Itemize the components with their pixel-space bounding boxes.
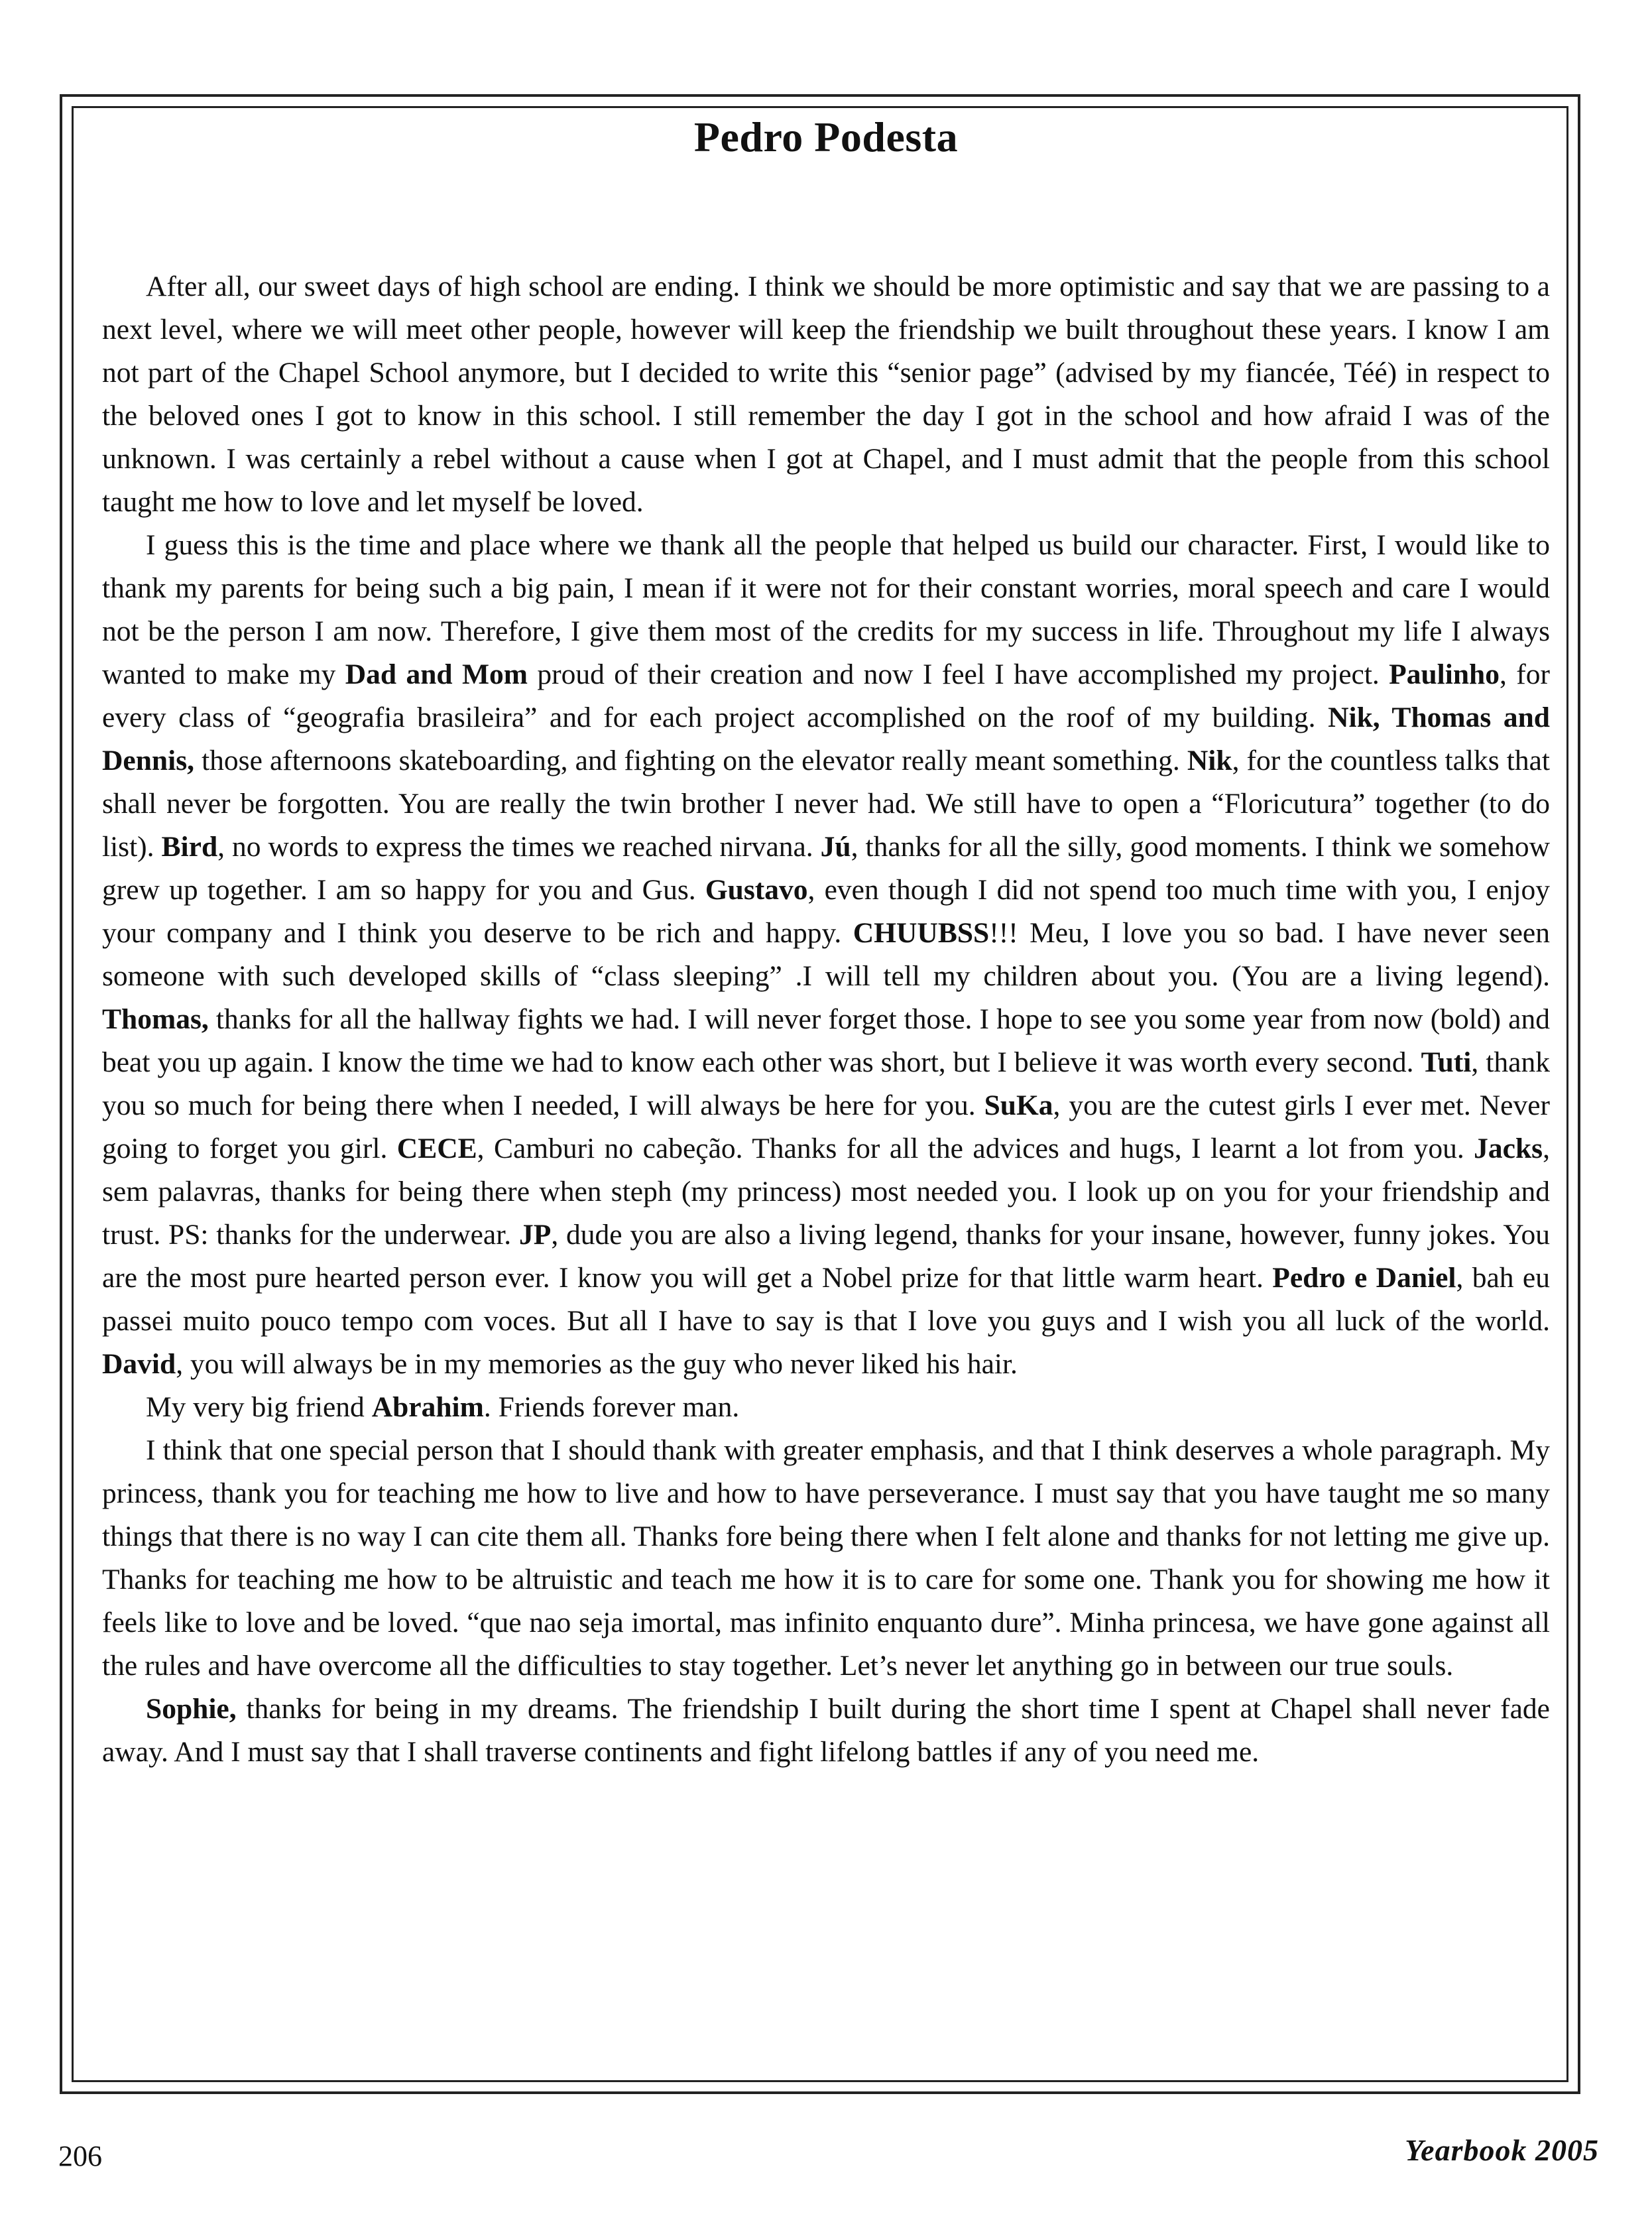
text-run: , Camburi no cabeção. Thanks for all the advices and hugs, I learnt a lot from you. xyxy=(477,1133,1474,1164)
page-number: 206 xyxy=(58,2140,102,2172)
bold-name: JP xyxy=(519,1219,552,1251)
text-run: , even though I did not spend too much time with you, I enjoy your company and I think you deserve to be rich and happy. xyxy=(102,874,1550,949)
publication-footer: Yearbook 2005 xyxy=(1405,2133,1599,2167)
text-run: After all, our sweet days of high school are ending. I think we should be more optimistic and say that we are passing to a next level, where we will meet other people, however will keep the friendship we built throughout these years. I know I am not part of the Chapel School anymore, but I decided to write this “senior page” (advised by my fiancée, Téé) in respect to the beloved ones I got to know in this school. I still remember the day I got in the school and how afraid I was of the unknown. I was certainly a rebel without a cause when I got at Chapel, and I must admit that the people from this school taught me how to love and let myself be loved. xyxy=(102,271,1550,518)
bold-name: Pedro e Daniel xyxy=(1272,1262,1456,1294)
text-run: , you will always be in my memories as the guy who never liked his hair. xyxy=(176,1348,1018,1380)
paragraph xyxy=(102,1386,1550,1429)
paragraph xyxy=(102,1429,1550,1688)
text-run: , for every class of “geografia brasileira” and for each project accomplished on the roof of my building. xyxy=(102,658,1550,733)
text-run: , for the countless talks that shall never be forgotten. You are really the twin brother I never had. We still have to open a “Floricutura” together (to do list). xyxy=(102,745,1550,863)
text-run: , thanks for all the silly, good moments. I think we somehow grew up together. I am so happy for you and Gus. xyxy=(102,831,1551,906)
text-run: thanks for being in my dreams. The friendship I built during the short time I spent at Chapel shall never fade away. And I must say that I shall traverse continents and fight lifelong battles if any of you need me. xyxy=(102,1693,1550,1768)
text-run: thanks for all the hallway fights we had. I will never forget those. I hope to see you some year from now (bold) and beat you up again. I know the time we had to know each other was short, but I believe it was worth every second. xyxy=(102,1003,1550,1078)
text-run: , you are the cutest girls I ever met. Never going to forget you girl. xyxy=(102,1089,1550,1164)
bold-name: Thomas, xyxy=(102,1003,209,1035)
bold-name: Bird xyxy=(161,831,218,863)
bold-name: Sophie, xyxy=(146,1693,237,1725)
bold-name: SuKa xyxy=(984,1089,1053,1121)
bold-name: Gustavo xyxy=(705,874,808,906)
text-run: proud of their creation and now I feel I have accomplished my project. xyxy=(528,658,1389,690)
bold-name: David xyxy=(102,1348,176,1380)
bold-name: Nik, Thomas and Dennis, xyxy=(102,702,1550,776)
text-run: I guess this is the time and place where we thank all the people that helped us build our character. First, I would like to thank my parents for being such a big pain, I mean if it were not for their constant worries, moral speech and care I would not be the person I am now. Therefore, I give them most of the credits for my success in life. Throughout my life I always wanted to make my xyxy=(102,529,1550,690)
paragraph xyxy=(102,1688,1550,1774)
text-run: I think that one special person that I should thank with greater emphasis, and that I think deserves a whole paragraph. My princess, thank you for teaching me how to live and how to have perseverance. I must say that you have taught me so many things that there is no way I can cite them all. Thanks fore being there when I felt alone and thanks for not letting me give up. Thanks for teaching me how to be altruistic and teach me how it is to care for some one. Thank you for showing me how it feels like to love and be loved. “que nao seja imortal, mas infinito enquanto dure”. Minha princesa, we have gone against all the rules and have overcome all the difficulties to stay together. Let’s never let anything go in between our true souls. xyxy=(102,1434,1550,1682)
text-run: My very big friend xyxy=(146,1391,372,1423)
text-run: . Friends forever man. xyxy=(483,1391,740,1423)
bold-name: Dad and Mom xyxy=(345,658,528,690)
senior-page-text xyxy=(102,265,1550,1774)
bold-name: Paulinho xyxy=(1389,658,1500,690)
bold-name: Jú xyxy=(820,831,851,863)
bold-name: CHUUBSS xyxy=(853,917,990,949)
bold-name: Tuti xyxy=(1421,1046,1472,1078)
paragraph xyxy=(102,265,1550,524)
bold-name: Jacks xyxy=(1474,1133,1543,1164)
page-title: Pedro Podesta xyxy=(693,113,959,160)
text-run: , dude you are also a living legend, thanks for your insane, however, funny jokes. You are the most pure hearted person ever. I know you will get a Nobel prize for that little warm heart. xyxy=(102,1219,1550,1294)
bold-name: Nik xyxy=(1187,745,1232,776)
bold-name: CECE xyxy=(396,1133,477,1164)
text-run: , no words to express the times we reached nirvana. xyxy=(217,831,821,863)
bold-name: Abrahim xyxy=(371,1391,484,1423)
text-run: , bah eu passei muito pouco tempo com voces. But all I have to say is that I love you guys and I wish you all luck of the world. xyxy=(102,1262,1550,1337)
paragraph xyxy=(102,524,1550,1386)
text-run: !!! Meu, I love you so bad. I have never seen someone with such developed skills of “class sleeping” .I will tell my children about you. (You are a living legend). xyxy=(102,917,1550,992)
text-run: those afternoons skateboarding, and fighting on the elevator really meant something. xyxy=(194,745,1187,776)
text-run: , sem palavras, thanks for being there when steph (my princess) most needed you. I look up on you for your friendship and trust. PS: thanks for the underwear. xyxy=(102,1133,1550,1251)
text-run: , thank you so much for being there when I needed, I will always be here for you. xyxy=(102,1046,1550,1121)
